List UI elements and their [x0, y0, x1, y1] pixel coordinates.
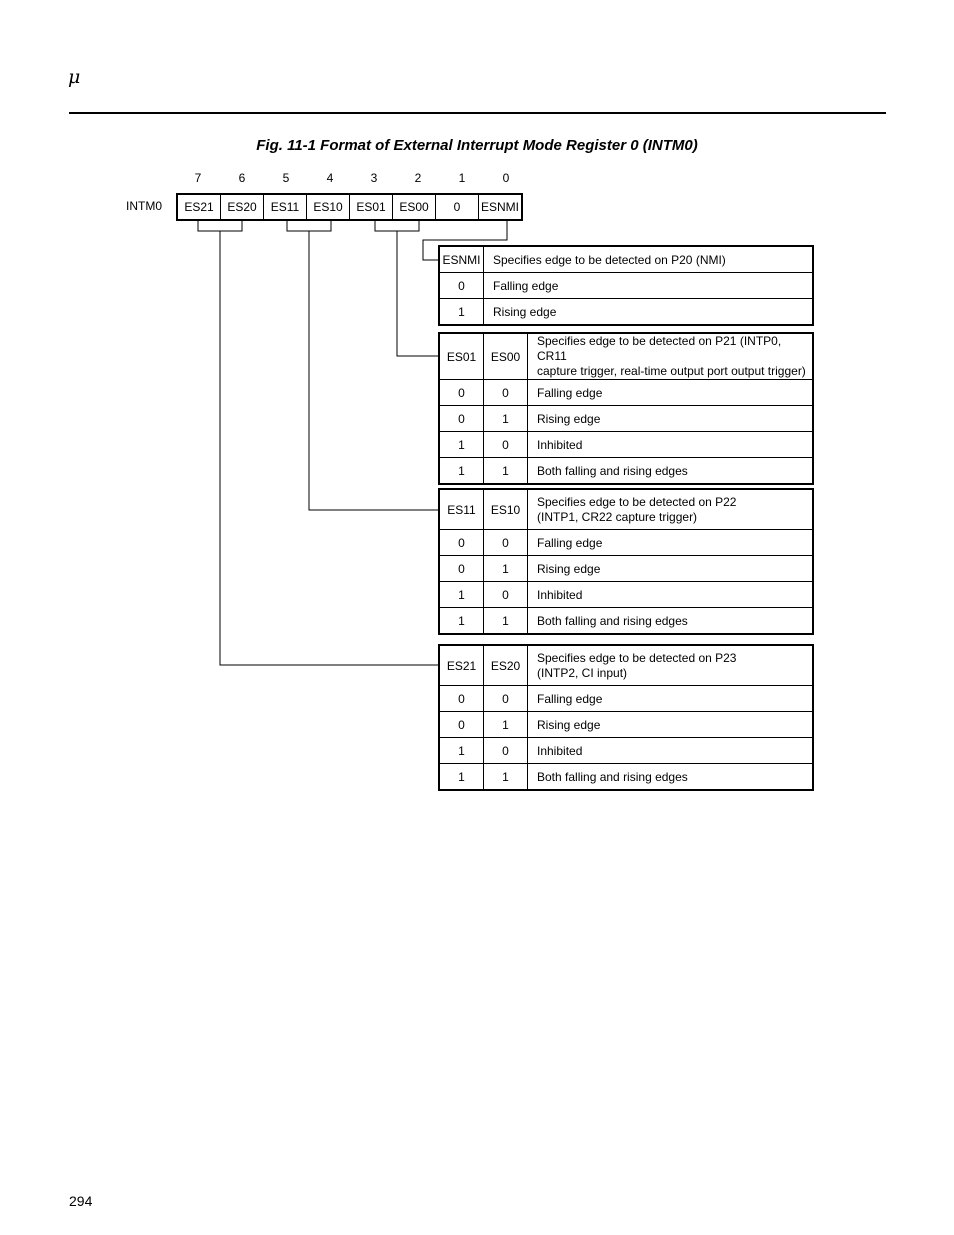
- value-cell: 0: [484, 582, 528, 608]
- value-cell: 0: [484, 432, 528, 458]
- table-row: [439, 406, 813, 432]
- description-cell: Falling edge: [484, 273, 814, 299]
- value-cell: 0: [439, 380, 484, 406]
- esnmi-table: [438, 245, 814, 326]
- table-row: [439, 556, 813, 582]
- value-cell: 1: [439, 608, 484, 635]
- bit-es21: ES21: [177, 194, 221, 220]
- table-row: [439, 582, 813, 608]
- value-cell: 1: [439, 738, 484, 764]
- value-cell: 1: [484, 406, 528, 432]
- connector-es1: [287, 219, 440, 510]
- bit-number-2: 2: [414, 171, 422, 185]
- header-cell: ESNMI: [439, 246, 484, 273]
- header-description-line: Specifies edge to be detected on P21 (INTP0, CR11: [537, 334, 782, 363]
- page-number: 294: [69, 1193, 93, 1209]
- description-cell: Rising edge: [528, 406, 814, 432]
- bit-number-7: 7: [194, 171, 202, 185]
- header-cell: ES20: [484, 645, 528, 686]
- value-cell: 0: [484, 380, 528, 406]
- bit-number-6: 6: [238, 171, 246, 185]
- table-row: [439, 458, 813, 485]
- value-cell: 0: [484, 686, 528, 712]
- es2-table: [438, 644, 814, 791]
- register-name: INTM0: [126, 199, 162, 213]
- es1-table: [438, 488, 814, 635]
- description-cell: Falling edge: [528, 380, 814, 406]
- value-cell: 0: [439, 530, 484, 556]
- table-row: [439, 273, 813, 299]
- table-row: [439, 530, 813, 556]
- header-cell: ES01: [439, 333, 484, 380]
- mu-symbol: μ: [68, 66, 81, 88]
- es0-table: [438, 332, 814, 485]
- description-cell: Both falling and rising edges: [528, 608, 814, 635]
- value-cell: 0: [484, 530, 528, 556]
- value-cell: 1: [439, 458, 484, 485]
- bit-es20: ES20: [221, 194, 264, 220]
- bit-es01: ES01: [350, 194, 393, 220]
- header-cell: ES10: [484, 489, 528, 530]
- description-cell: Inhibited: [528, 582, 814, 608]
- description-cell: Both falling and rising edges: [528, 458, 814, 485]
- header-description: [528, 489, 814, 530]
- value-cell: 1: [484, 764, 528, 791]
- figure-title: Fig. 11-1 Format of External Interrupt Mode Register 0 (INTM0): [256, 137, 698, 154]
- table-header-row: [439, 489, 813, 530]
- connector-es2: [198, 219, 440, 665]
- description-cell: Rising edge: [528, 556, 814, 582]
- bit-number-4: 4: [326, 171, 334, 185]
- value-cell: 0: [439, 686, 484, 712]
- header-description: [528, 645, 814, 686]
- header-description-line: Specifies edge to be detected on P23: [537, 650, 737, 665]
- value-cell: 0: [484, 738, 528, 764]
- bit-number-0: 0: [502, 171, 510, 185]
- bit-es10: ES10: [307, 194, 350, 220]
- description-cell: Inhibited: [528, 432, 814, 458]
- value-cell: 1: [439, 582, 484, 608]
- header-description: [528, 333, 814, 380]
- description-cell: Rising edge: [484, 299, 814, 326]
- table-row: [439, 432, 813, 458]
- header-description: Specifies edge to be detected on P20 (NMI): [484, 246, 814, 273]
- table-row: [439, 712, 813, 738]
- table-header-row: [439, 246, 813, 273]
- header-description-line: (INTP1, CR22 capture trigger): [537, 509, 698, 524]
- bit-es11: ES11: [264, 194, 307, 220]
- bit-esnmi: ESNMI: [479, 194, 523, 220]
- value-cell: 1: [484, 458, 528, 485]
- header-cell: ES11: [439, 489, 484, 530]
- bit-es00: ES00: [393, 194, 436, 220]
- value-cell: 1: [439, 299, 484, 326]
- table-header-row: [439, 333, 813, 380]
- value-cell: 1: [439, 764, 484, 791]
- value-cell: 1: [484, 556, 528, 582]
- header-description-line: capture trigger, real-time output port output trigger): [537, 364, 806, 378]
- table-row: [439, 608, 813, 635]
- bit-number-5: 5: [282, 171, 290, 185]
- description-cell: Inhibited: [528, 738, 814, 764]
- table-row: [439, 764, 813, 791]
- value-cell: 0: [439, 406, 484, 432]
- table-row: [439, 299, 813, 326]
- value-cell: 0: [439, 556, 484, 582]
- bit-number-3: 3: [370, 171, 378, 185]
- description-cell: Falling edge: [528, 686, 814, 712]
- value-cell: 1: [484, 712, 528, 738]
- value-cell: 1: [484, 608, 528, 635]
- header-cell: ES21: [439, 645, 484, 686]
- value-cell: 0: [439, 712, 484, 738]
- table-row: [439, 738, 813, 764]
- value-cell: 1: [439, 432, 484, 458]
- header-description-line: Specifies edge to be detected on P22: [537, 494, 737, 509]
- table-header-row: [439, 645, 813, 686]
- description-cell: Falling edge: [528, 530, 814, 556]
- bit-zero: 0: [436, 194, 479, 220]
- header-description-line: (INTP2, CI input): [537, 665, 628, 680]
- value-cell: 0: [439, 273, 484, 299]
- header-cell: ES00: [484, 333, 528, 380]
- description-cell: Rising edge: [528, 712, 814, 738]
- bit-number-1: 1: [458, 171, 466, 185]
- table-row: [439, 686, 813, 712]
- description-cell: Both falling and rising edges: [528, 764, 814, 791]
- table-row: [439, 380, 813, 406]
